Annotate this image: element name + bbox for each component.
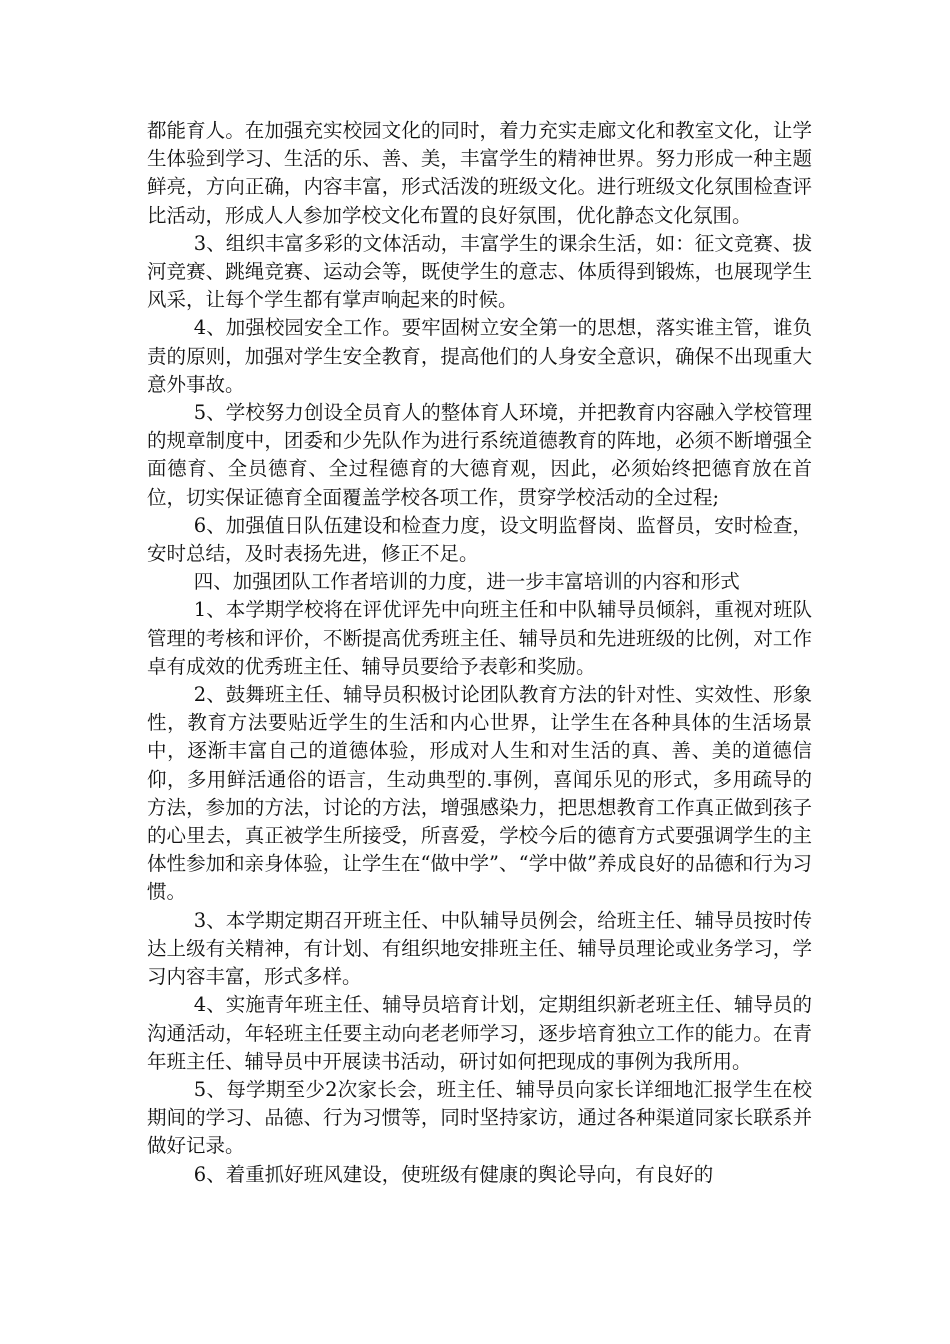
paragraph-training-5: 5、每学期至少2次家长会，班主任、辅导员向家长详细地汇报学生在校期间的学习、品德、行为习惯等，同时坚持家访，通过各种渠道同家长联系并做好记录。 [147,1077,812,1158]
paragraph-training-6: 6、着重抓好班风建设，使班级有健康的舆论导向，有良好的 [193,1162,714,1186]
paragraph-school-culture: 都能育人。在加强充实校园文化的同时，着力充实走廊文化和教室文化，让学生体验到学习、生活的乐、善、美，丰富学生的精神世界。努力形成一种主题鲜亮，方向正确，内容丰富，形式活泼的班级文化。进行班级文化氛围检查评比活动，形成人人参加学校文化布置的良好氛围，优化静态文化氛围。 [147,119,812,227]
section-heading-four: 四、加强团队工作者培训的力度，进一步丰富培训的内容和形式 [193,570,740,594]
paragraph-item-3-activities: 3、组织丰富多彩的文体活动，丰富学生的课余生活，如：征文竞赛、拔河竞赛、跳绳竞赛、运动会等，既使学生的意志、体质得到锻炼，也展现学生风采，让每个学生都有掌声响起来的时候。 [147,231,812,312]
document-body [147,117,812,1189]
paragraph-training-3: 3、本学期定期召开班主任、中队辅导员例会，给班主任、辅导员按时传达上级有关精神，有计划、有组织地安排班主任、辅导员理论或业务学习，学习内容丰富，形式多样。 [147,908,812,989]
paragraph-item-4-safety: 4、加强校园安全工作。要牢固树立安全第一的思想，落实谁主管，谁负责的原则，加强对学生安全教育，提高他们的人身安全意识，确保不出现重大意外事故。 [147,316,812,396]
paragraph-item-5-moral-education: 5、学校努力创设全员育人的整体育人环境，并把教育内容融入学校管理的规章制度中，团委和少先队作为进行系统道德教育的阵地，必须不断增强全面德育、全员德育、全过程德育的大德育观，因此，必须始终把德育放在首位，切实保证德育全面覆盖学校各项工作，贯穿学校活动的全过程; [147,401,812,509]
paragraph-item-6-duty-team: 6、加强值日队伍建设和检查力度，设文明监督岗、监督员，安时检查，安时总结，及时表扬先进，修正不足。 [147,513,812,566]
paragraph-training-1: 1、本学期学校将在评优评先中向班主任和中队辅导员倾斜，重视对班队管理的考核和评价，不断提高优秀班主任、辅导员和先进班级的比例，对工作卓有成效的优秀班主任、辅导员要给予表彰和奖励。 [147,598,812,678]
paragraph-training-2: 2、鼓舞班主任、辅导员积极讨论团队教育方法的针对性、实效性、形象性，教育方法要贴近学生的生活和内心世界，让学生在各种具体的生活场景中，逐渐丰富自己的道德体验，形成对人生和对生活的真、善、美的道德信仰，多用鲜活通俗的语言，生动典型的.事例，喜闻乐见的形式，多用疏导的方法，参加的方法，讨论的方法，增强感染力，把思想教育工作真正做到孩子的心里去，真正被学生所接受，所喜爱，学校今后的德育方式要强调学生的主体性参加和亲身体验，让学生在“做中学”、“学中做”养成良好的品德和行为习惯。 [147,683,812,904]
paragraph-training-4: 4、实施青年班主任、辅导员培育计划，定期组织新老班主任、辅导员的沟通活动，年轻班主任要主动向老老师学习，逐步培育独立工作的能力。在青年班主任、辅导员中开展读书活动，研讨如何把现成的事例为我所用。 [147,993,812,1073]
